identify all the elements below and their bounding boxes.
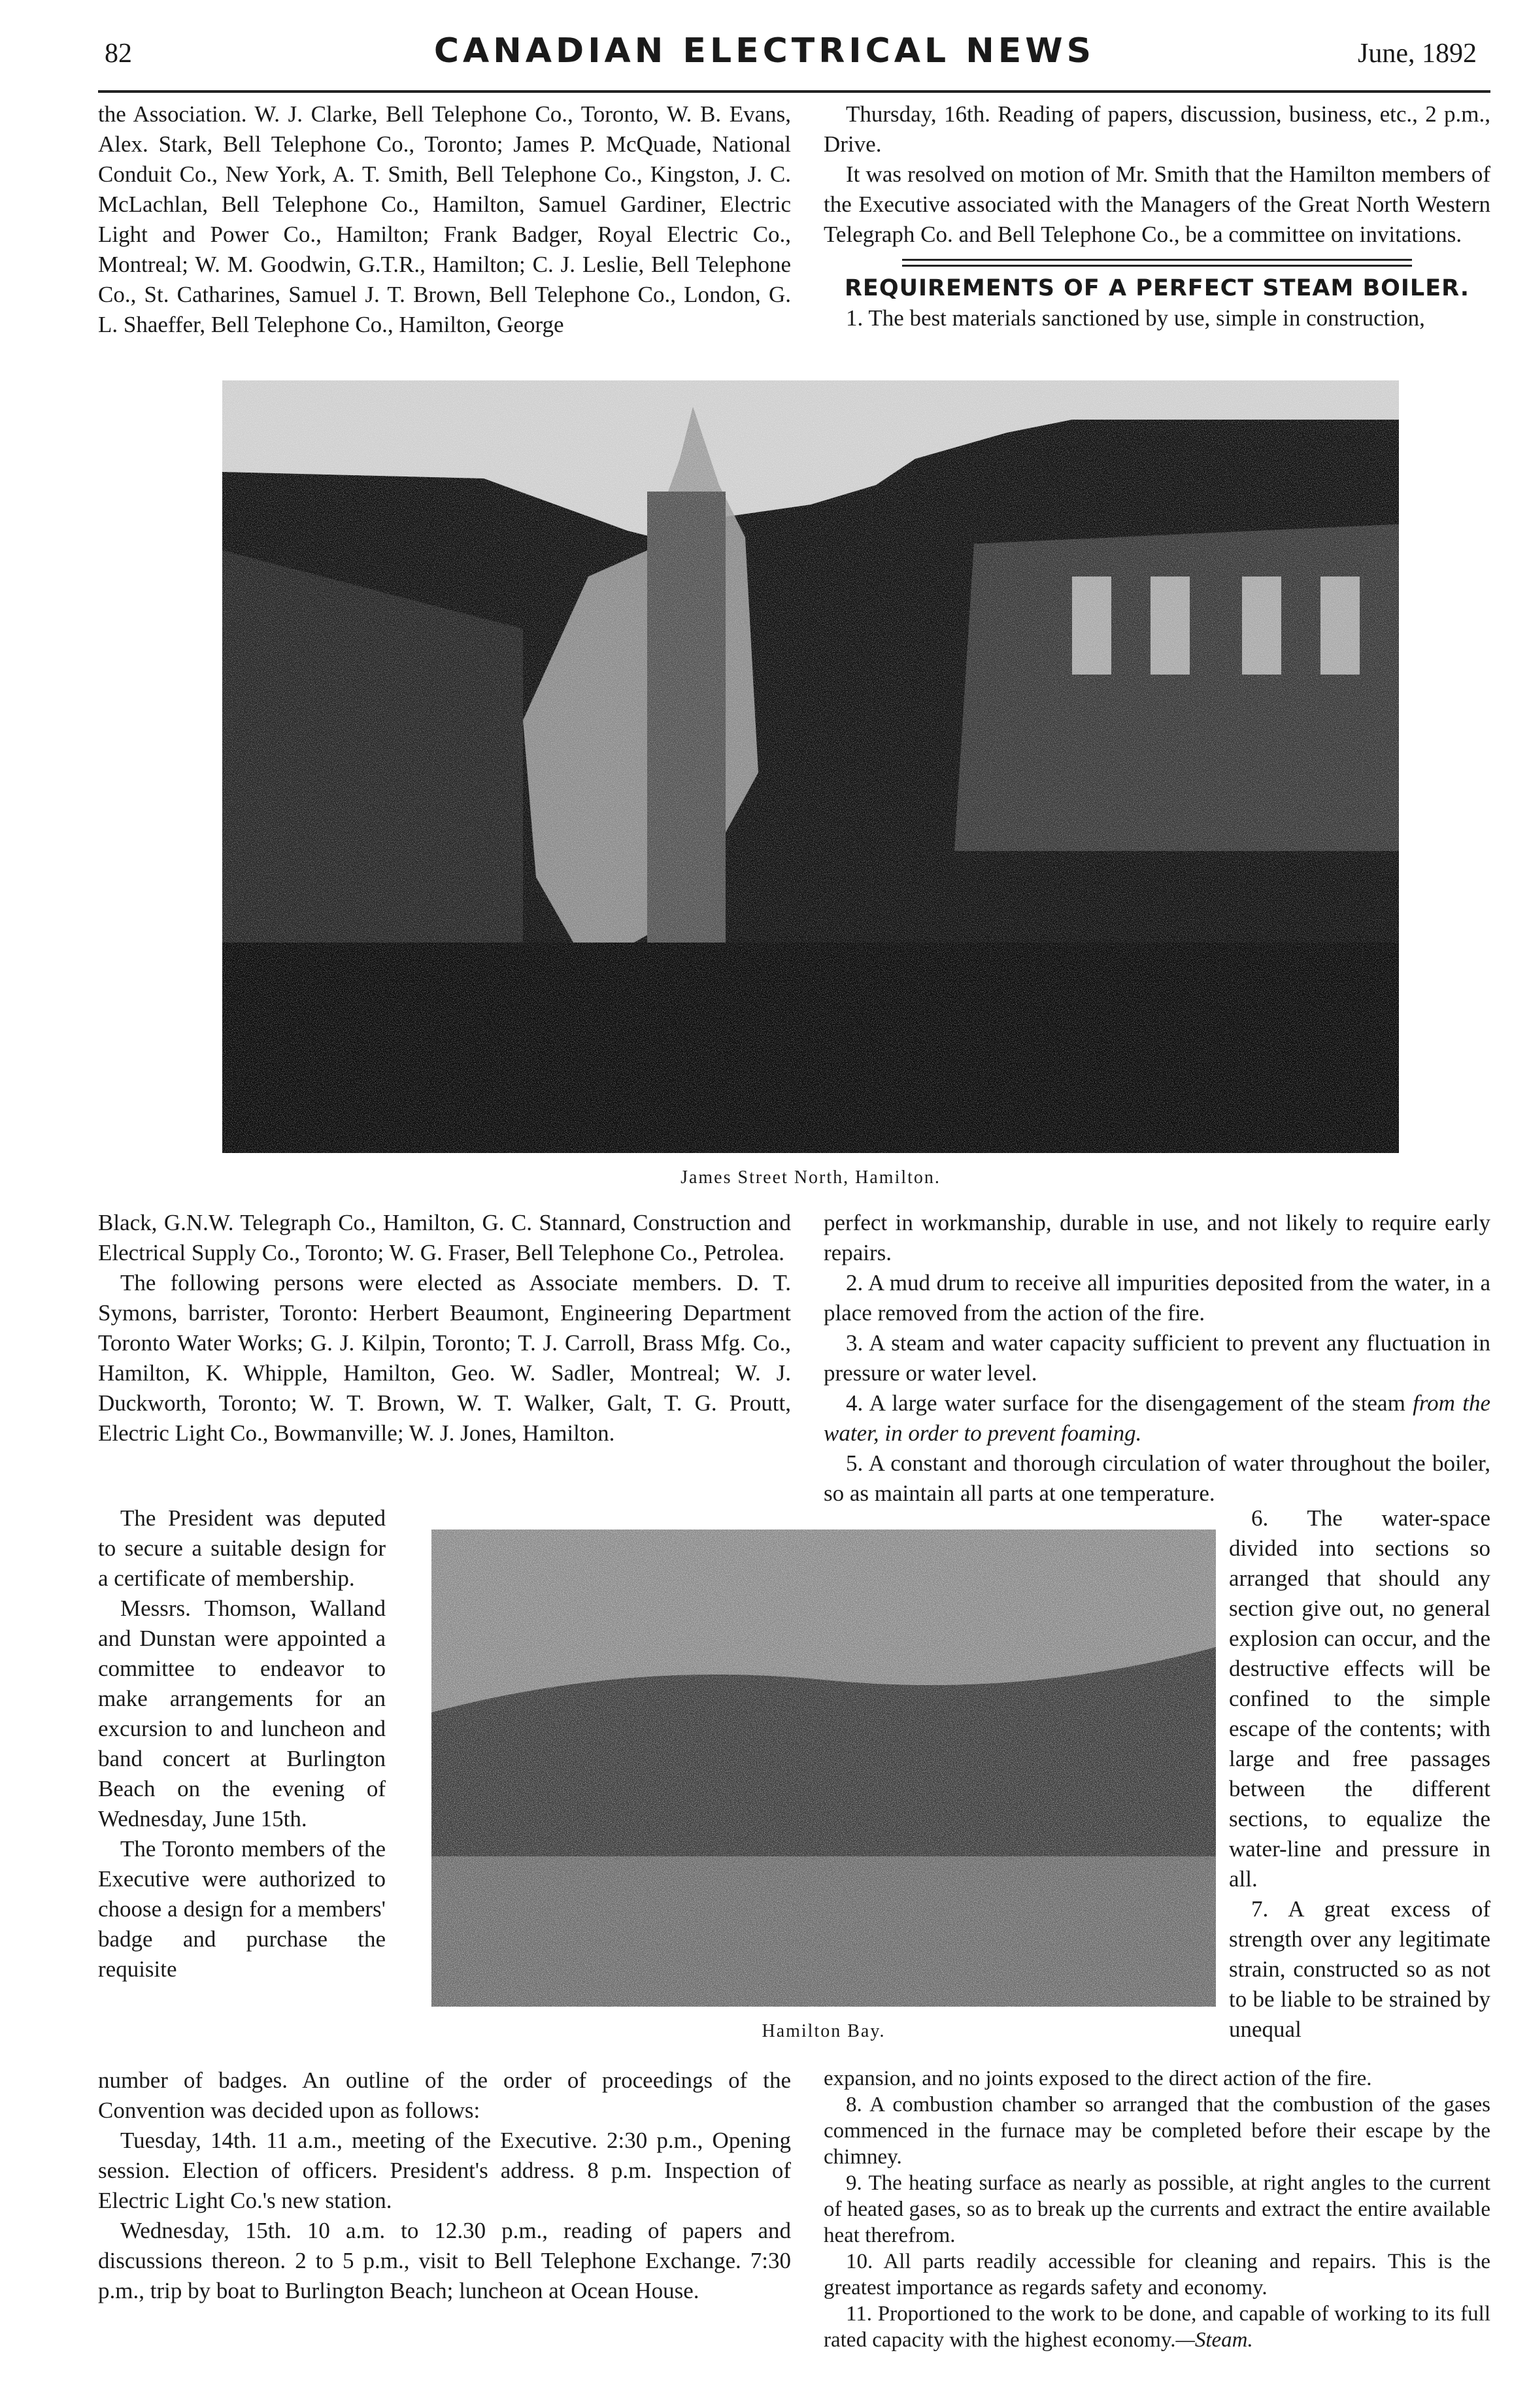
requirement-9: 9. The heating surface as nearly as possible, at right angles to the current of heated gases, so as to break up the currents and extract the entire available heat therefrom. xyxy=(824,2171,1490,2247)
requirement-2: 2. A mud drum to receive all impurities deposited from the water, in a place removed from the action of the fire. xyxy=(824,1270,1490,1326)
requirement-5: 5. A constant and thorough circulation of water throughout the boiler, so as maintain all parts at one temperature. xyxy=(824,1450,1490,1506)
committee-resolution: It was resolved on motion of Mr. Smith that the Hamilton members of the Executive associated with the Managers of the Great North Western Telegraph Co. and Bell Telephone Co., be a committee on invitations. xyxy=(824,161,1490,247)
requirement-8: 8. A combustion chamber so arranged that the combustion of the gases commenced in the furnace may be completed before their escape by the chimney. xyxy=(824,2093,1490,2169)
masthead: CANADIAN ELECTRICAL NEWS xyxy=(433,31,1096,71)
section-rule xyxy=(902,259,1412,267)
associate-members: The following persons were elected as Associate members. D. T. Symons, barrister, Toronto: Herbert Beaumont, Engineering Department Toronto Water Works; G. J. Kilpin, Toronto; T. J. Carroll, Brass Mfg. Co., Hamilton, K. Whipple, Hamilton, Geo. W. Sadler, Montreal; W. J. Duckworth, Toronto; W. T. Brown, W. T. Walker, Galt, T. G. Proutt, Electric Light Co., Bowmanville; W. J. Jones, Hamilton. xyxy=(98,1270,791,1446)
col1-top xyxy=(98,99,791,340)
running-head xyxy=(0,31,1529,77)
photo-hamilton-bay xyxy=(431,1530,1216,2007)
requirement-4-b: from the water, in order to prevent foaming. xyxy=(824,1390,1490,1446)
wednesday-schedule: Wednesday, 15th. 10 a.m. to 12.30 p.m., reading of papers and discussions thereon. 2 to 5 p.m., visit to Bell Telephone Exchange. 7:30 p.m., trip by boat to Burlington Beach; luncheon at Ocean House. xyxy=(98,2218,791,2303)
tuesday-schedule: Tuesday, 14th. 11 a.m., meeting of the Executive. 2:30 p.m., Opening session. Election of officers. President's address. 8 p.m. Inspection of Electric Light Co.'s new station. xyxy=(98,2128,791,2213)
requirement-3: 3. A steam and water capacity sufficient to prevent any fluctuation in pressure or water level. xyxy=(824,1330,1490,1386)
col1-narrow xyxy=(98,1503,386,1984)
caption-hamilton-bay: Hamilton Bay. xyxy=(762,2021,886,2041)
street-scene-illustration xyxy=(222,380,1399,1153)
requirement-7-end: expansion, and no joints exposed to the direct action of the fire. xyxy=(824,2067,1372,2090)
requirement-10: 10. All parts readily accessible for cleaning and repairs. This is the greatest importance as regards safety and economy. xyxy=(824,2250,1490,2299)
col2-top xyxy=(824,99,1490,333)
bay-scene-illustration xyxy=(431,1530,1216,2007)
col1-bottom xyxy=(98,2065,791,2306)
source-credit: —Steam. xyxy=(1175,2328,1253,2352)
badge-paragraph: The Toronto members of the Executive were authorized to choose a design for a members' badge and purchase the requisite xyxy=(98,1836,386,1982)
active-members-end: Black, G.N.W. Telegraph Co., Hamilton, G. C. Stannard, Construction and Electrical Supply Co., Toronto; W. G. Fraser, Bell Telephone Co., Petrolea. xyxy=(98,1210,791,1265)
requirement-11 xyxy=(824,2301,1490,2353)
requirement-7-start: 7. A great excess of strength over any legitimate strain, constructed so as not to be liable to be strained by unequal xyxy=(1229,1896,1490,2042)
requirement-4-a: 4. A large water surface for the disengagement of the steam xyxy=(846,1390,1413,1416)
col2-mid xyxy=(824,1208,1490,1509)
requirement-6: 6. The water-space divided into sections so arranged that should any section give out, no general explosion can occur, and the destructive effects will be confined to the simple escape of the contents; with large and free passages between the different sections, to equalize the water-line and pressure in all. xyxy=(1229,1505,1490,1892)
badges-and-outline: number of badges. An outline of the order of proceedings of the Convention was decided upon as follows: xyxy=(98,2067,791,2123)
col2-narrow xyxy=(1229,1503,1490,2045)
thursday-schedule: Thursday, 16th. Reading of papers, discussion, business, etc., 2 p.m., Drive. xyxy=(824,101,1490,157)
header-rule xyxy=(98,90,1490,93)
article-heading: REQUIREMENTS OF A PERFECT STEAM BOILER. xyxy=(844,275,1470,301)
issue-date: June, 1892 xyxy=(1358,39,1477,69)
requirement-4 xyxy=(824,1388,1490,1448)
requirement-11-text: 11. Proportioned to the work to be done, and capable of working to its full rated capacity with the highest economy. xyxy=(824,2302,1490,2352)
certificate-paragraph: The President was deputed to secure a suitable design for a certificate of membership. xyxy=(98,1505,386,1591)
col2-bottom xyxy=(824,2065,1490,2353)
page-number: 82 xyxy=(105,39,132,69)
photo-james-street xyxy=(222,380,1399,1153)
excursion-paragraph: Messrs. Thomson, Walland and Dunstan were appointed a committee to endeavor to make arrangements for an excursion to and luncheon and band concert at Burlington Beach on the evening of Wednesday, June 15th. xyxy=(98,1596,386,1831)
member-list-text: the Association. W. J. Clarke, Bell Telephone Co., Toronto, W. B. Evans, Alex. Stark, Bell Telephone Co., Toronto; James P. McQuade, National Conduit Co., New York, A. T. Smith, Bell Telephone Co., Kingston, J. C. McLachlan, Bell Telephone Co., Hamilton, Samuel Gardiner, Electric Light and Power Co., Hamilton; Frank Badger, Royal Electric Co., Montreal; W. M. Goodwin, G.T.R., Hamilton; C. J. Leslie, Bell Telephone Co., St. Catharines, Samuel J. T. Brown, Bell Telephone Co., London, G. L. Shaeffer, Bell Telephone Co., Hamilton, George xyxy=(98,101,791,337)
caption-james-street: James Street North, Hamilton. xyxy=(680,1167,941,1188)
requirement-1-start: 1. The best materials sanctioned by use, simple in construction, xyxy=(846,305,1425,331)
requirement-1-end: perfect in workmanship, durable in use, and not likely to require early repairs. xyxy=(824,1210,1490,1265)
col1-mid xyxy=(98,1208,791,1448)
